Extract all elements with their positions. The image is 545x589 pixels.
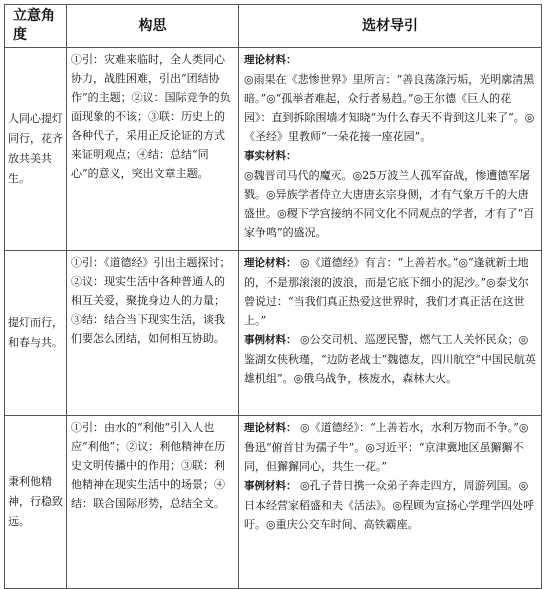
idea-cell: ①引：灾难来临时，全人类同心协力，战胜困难，引出“团结协作”的主题；②议：国际竞争的负面现象的不该；③联：历史上的各种代子，采用正反论证的方式来证明观点；④结：总结“同心”的意义，突出文章主题。	[67, 48, 239, 251]
theory-label: 理论材料：	[244, 54, 297, 66]
idea-cell: ①引：《道德经》引出主题探讨；②议：现实生活中各种普通人的相互关爱，聚拢身边人的力量；③结：结合当下现实生活，谈我们要怎么团结，如何相互协助。	[67, 251, 239, 416]
material-table	[4, 4, 542, 589]
fact-text: ◎公交司机、巡逻民警，燃气工人关怀民众；◎鉴湖女侠秋瑾，“边防老战士”魏德友，四川航空“中国民航英雄机组”。◎俄乌战争，核废水，森林大火。	[244, 333, 536, 385]
header-theme: 立意角度	[5, 5, 67, 48]
fact-label: 事实材料：	[244, 150, 297, 162]
theme-cell: 人同心提灯同行，花齐放共美共生。	[5, 48, 67, 251]
idea-cell: ①引：由水的“利他”引入人也应“利他”；②议：利他精神在历史文明传播中的作用；③联：利他精神在现实生活中的场景；④结：联合国际形势，总结全文。	[67, 416, 239, 589]
header-idea: 构思	[67, 5, 239, 48]
theme-cell: 秉利他精神，行稳致远。	[5, 416, 67, 589]
table-header-row	[5, 5, 542, 48]
theme-cell: 提灯而行，和春与共。	[5, 251, 67, 416]
header-material: 选材导引	[239, 5, 542, 48]
fact-label: 事例材料：	[244, 334, 297, 346]
theory-text: ◎雨果在《悲惨世界》里所言：“善良荡涤污垢，光明廓清黑暗。”◎“孤举者难起，众行者易趋。”◎王尔德《巨人的花园》：直到拆除围墙才知晓“为什么春天不肯到这儿来了”。◎《圣经》里教师“一朵花接一座花园”。	[244, 73, 535, 143]
table-row	[5, 48, 542, 251]
material-cell	[239, 48, 542, 251]
fact-label: 事例材料：	[244, 480, 297, 492]
theory-label: 理论材料：	[244, 422, 297, 434]
theory-text: ◎《道德经》有言：“上善若水。”◎“逢就新土地的，不是那滚滚的波浪，而是它底下细小的泥沙。”◎泰戈尔曾说过：“当我们真正热爱这世界时，我们才真正活在这世上。”	[244, 256, 529, 327]
material-cell	[239, 251, 542, 416]
table-row	[5, 416, 542, 589]
material-cell	[239, 416, 542, 589]
fact-text: ◎魏晋司马代的魔灭。◎25万波兰人孤军奋战，惨遭德军屠戮。◎异族学者侍立大唐唐玄宗身侧，才有气象万千的大唐盛世。◎稷下学宫接纳不同文化不同观点的学者，才有了“百家争鸣”的盛况。	[244, 169, 535, 239]
theory-text: ◎《道德经》：“上善若水，水利万物而不争。”◎鲁迅“俯首甘为孺子牛”。◎习近平：“京津冀地区虽獬獬不同，但獬獬同心，共生一花。”	[244, 421, 529, 473]
fact-text: ◎孔子昔日携一众弟子奔走四方，周游列国。◎日本经营家稻盛和夫《活法》。◎程顾为宣扬心学理学四处呼吁。◎重庆公交车时间、高铁霸座。	[244, 479, 535, 531]
theory-label: 理论材料：	[244, 257, 297, 269]
table-row	[5, 251, 542, 416]
